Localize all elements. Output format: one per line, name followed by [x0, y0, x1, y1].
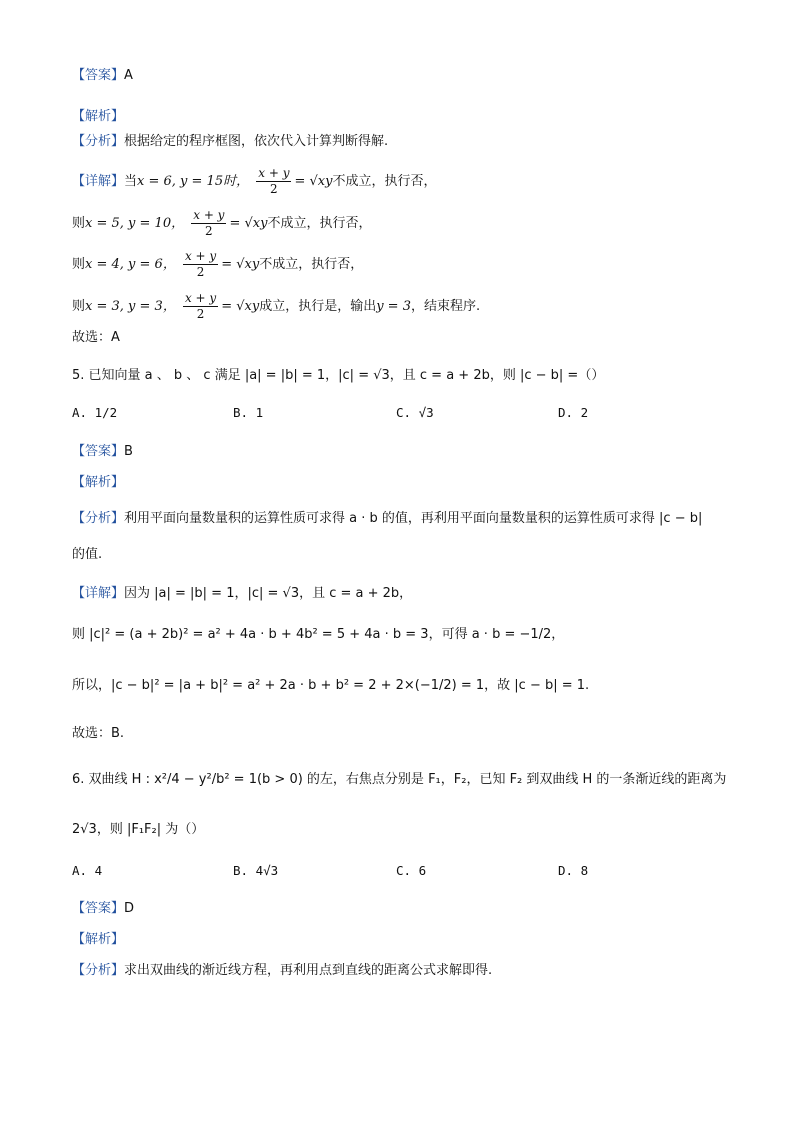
analysis-tag: 【解析】	[72, 932, 125, 947]
detail-text: 则	[72, 299, 86, 314]
math-expr: = √xy	[221, 299, 260, 314]
q4-conclusion: 故选：A	[72, 330, 120, 345]
q5-analysis-line	[72, 473, 124, 493]
q6-stem-line-1: 6. 双曲线 H : x²/4 − y²/b² = 1(b > 0) 的左，右焦点分别是 F₁，F₂，已知 F₂ 到双曲线 H 的一条渐近线的距离为	[72, 772, 727, 787]
q5-stem: 5. 已知向量 a 、 b 、 c 满足 |a| = |b| = 1，|c| = √3，且 c = a + 2b，则 |c − b| =（）	[72, 368, 605, 383]
fenxi-text: 根据给定的程序框图，依次代入计算判断得解.	[124, 134, 389, 149]
q5-fenxi-line	[72, 509, 702, 529]
q6-option-d: D. 8	[558, 863, 589, 878]
q4-analysis-line	[72, 107, 124, 127]
q5-conclusion: 故选：B.	[72, 726, 125, 741]
frac-denominator: 2	[196, 307, 205, 321]
detail-text: 因为 |a| = |b| = 1，|c| = √3，且 c = a + 2b，	[124, 586, 413, 601]
q4-detail-line-2	[72, 206, 371, 242]
fenxi-tag: 【分析】	[72, 511, 125, 526]
detail-text: 当	[124, 174, 138, 189]
detail-text: 不成立，执行否，	[332, 174, 437, 189]
math-expr: x = 6, y = 15时，	[137, 174, 250, 189]
q5-option-d: D. 2	[558, 405, 589, 420]
fraction	[183, 291, 218, 322]
q6-analysis-line	[72, 930, 124, 950]
frac-numerator: x + y	[184, 249, 217, 263]
answer-tag: 【答案】	[72, 444, 125, 459]
math-expr: = √xy	[294, 174, 333, 189]
frac-denominator: 2	[205, 224, 213, 238]
q5-fenxi-line-2: 的值.	[72, 547, 103, 562]
answer-value: A	[124, 68, 133, 83]
frac-denominator: 2	[196, 265, 205, 279]
detail-tag: 【详解】	[72, 586, 125, 601]
q6-stem-line-2: 2√3，则 |F₁F₂| 为（）	[72, 822, 205, 837]
fraction	[191, 208, 226, 239]
math-expr: x = 3, y = 3，	[85, 299, 176, 314]
q6-option-c: C. 6	[396, 863, 427, 878]
q5-option-c: C. √3	[396, 405, 434, 420]
analysis-tag: 【解析】	[72, 475, 125, 490]
detail-text: 成立，执行是，输出	[259, 299, 377, 314]
frac-numerator: x + y	[193, 208, 225, 222]
q5-option-b: B. 1	[233, 405, 264, 420]
frac-denominator: 2	[270, 182, 278, 196]
math-expr: y = 3	[376, 299, 411, 314]
math-expr: x = 4, y = 6，	[85, 257, 176, 272]
answer-tag: 【答案】	[72, 901, 125, 916]
detail-text: 不成立，执行否，	[267, 216, 372, 231]
q4-detail-line-3	[72, 247, 363, 283]
math-expr: = √xy	[229, 216, 268, 231]
fraction	[183, 249, 218, 280]
answer-value: B	[124, 444, 133, 459]
q4-fenxi-line	[72, 132, 388, 152]
q4-answer-line	[72, 66, 133, 86]
q4-detail-line-1	[72, 164, 436, 200]
fraction	[256, 166, 291, 197]
q4-detail-line-4	[72, 289, 480, 325]
detail-text: 不成立，执行否，	[259, 257, 364, 272]
q5-option-a: A. 1/2	[72, 405, 118, 420]
fenxi-tag: 【分析】	[72, 134, 125, 149]
answer-tag: 【答案】	[72, 68, 125, 83]
q6-option-b: B. 4√3	[233, 863, 279, 878]
fenxi-text: 求出双曲线的渐近线方程，再利用点到直线的距离公式求解即得.	[124, 963, 493, 978]
detail-tag: 【详解】	[72, 174, 125, 189]
answer-value: D	[124, 901, 135, 916]
q6-fenxi-line	[72, 961, 492, 981]
math-expr: = √xy	[221, 257, 260, 272]
frac-numerator: x + y	[184, 291, 217, 305]
detail-text: 则	[72, 216, 86, 231]
fenxi-text: 利用平面向量数量积的运算性质可求得 a · b 的值，再利用平面向量数量积的运算性质可求得 |c − b|	[124, 511, 703, 526]
detail-text: ，结束程序.	[410, 299, 481, 314]
q5-detail-line-3: 所以，|c − b|² = |a + b|² = a² + 2a · b + b² = 2 + 2×(−1/2) = 1，故 |c − b| = 1.	[72, 678, 590, 693]
detail-text: 则	[72, 257, 86, 272]
analysis-tag: 【解析】	[72, 109, 125, 124]
q6-option-a: A. 4	[72, 863, 103, 878]
q5-answer-line	[72, 442, 133, 462]
q5-detail-line-1	[72, 584, 412, 604]
q6-answer-line	[72, 899, 134, 919]
math-expr: x = 5, y = 10，	[85, 216, 185, 231]
fenxi-tag: 【分析】	[72, 963, 125, 978]
q5-detail-line-2: 则 |c|² = (a + 2b)² = a² + 4a · b + 4b² = 5 + 4a · b = 3，可得 a · b = −1/2，	[72, 627, 565, 642]
frac-numerator: x + y	[258, 166, 290, 180]
